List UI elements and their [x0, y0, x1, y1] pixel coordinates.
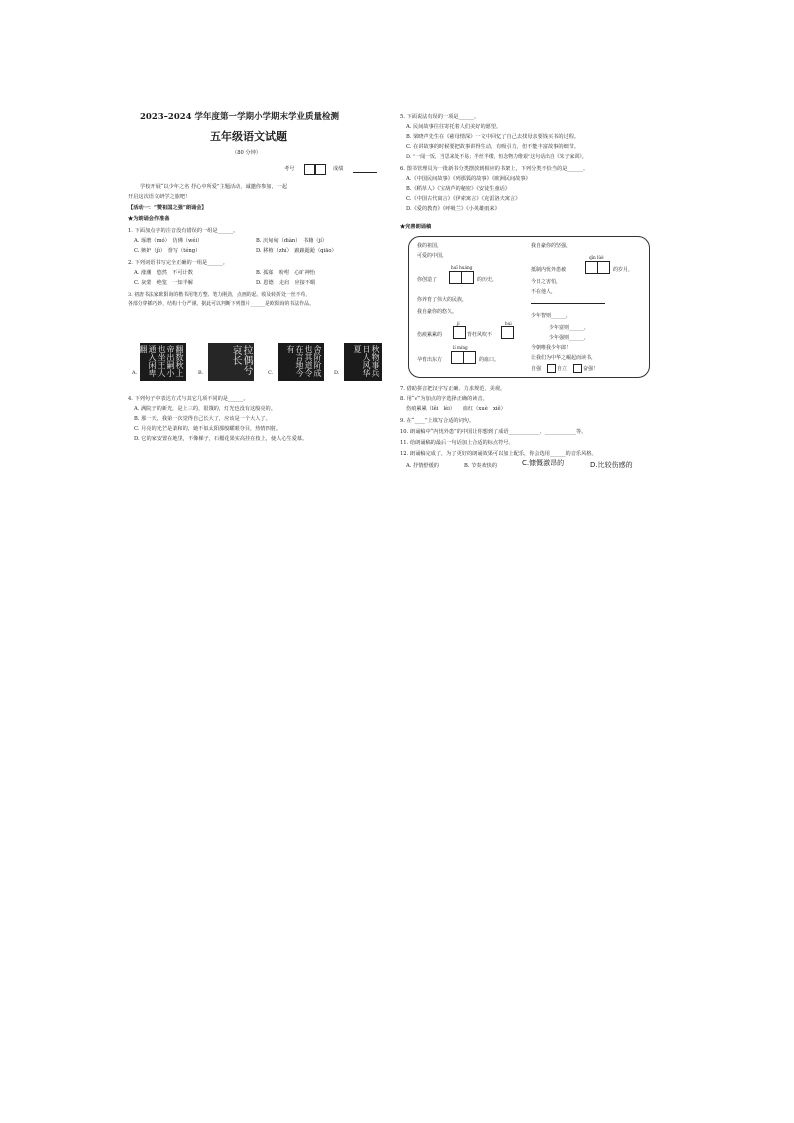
q4-option-d: D. 它的家安置在地里，不像梯子，石榴花果实高挂在枝上，使人心生爱慕。	[134, 436, 308, 442]
q1: 1. 下面加点字的注音没有错误的一组是______。	[128, 228, 239, 234]
number-box-1[interactable]	[304, 164, 315, 175]
poem-card	[408, 236, 650, 378]
intro-line-1: 学校开展“以少年之名 抒心中所爱”主题活动，诚邀你参加，一起	[140, 184, 288, 190]
calli-label-d: D.	[334, 370, 340, 376]
q5-option-c: C. 在讲故事的时候要把故事讲得生动，有吸引力，但不能丰富故事的细节。	[406, 144, 580, 150]
q4-option-c: C. 月亮的光芒是柔和的，她不似太阳那般耀眼夺目，热情四射。	[134, 426, 282, 432]
poem-line-6-pre: 伤痕累累的	[417, 332, 443, 338]
q4-option-a: A. 满院子的新光，是上三的，很饿的，灯光也没有这般亮的。	[134, 406, 276, 412]
q2-option-b: B. 孤寡 吩咐 心旷神怡	[256, 270, 315, 276]
q6-option-c: C.《中国古代寓言》《伊索寓言》《克雷洛夫寓言》	[406, 196, 521, 202]
poem-right-1: 我自豪你的坚强，	[531, 243, 572, 249]
calligraphy-a-strokes: 翻数秋上帝出嗣小也坐王人通入闲卑翻	[139, 345, 184, 377]
q6-option-b: B.《稻草人》《宝葫芦的秘密》《安徒生童话》	[406, 186, 511, 192]
q5: 5. 下面说法有误的一项是______。	[400, 114, 480, 120]
q12-option-c: C.慷慨激昂的	[522, 459, 565, 467]
q5-option-b: B. 梁晓声先生在《慈母情深》一文中回忆了自己去找母亲要钱买书的过程。	[406, 134, 580, 140]
calligraphy-b-strokes: 拉偶兮哀长	[230, 345, 252, 375]
poem-right-4: 不在他人，	[531, 289, 557, 295]
poem-right-10: 让我们为中华之崛起而读书，	[531, 355, 597, 361]
q2-option-d: D. 恩德 走肩 应接不暇	[256, 280, 316, 286]
q12-option-a: A. 抒情舒缓的	[406, 463, 439, 469]
q12-option-d: D.比较伤感的	[590, 461, 633, 469]
intro-line-2: 开启这次语文研学之旅吧！	[128, 194, 191, 200]
q1-option-a: A. 琢磨（mó） 仿佛（wéi）	[134, 238, 203, 244]
char-box-ji[interactable]	[453, 326, 466, 339]
poem-line-1: 我的祖国，	[417, 243, 443, 249]
q4: 4. 下列句子中表达方式与其它几项不同的是______。	[128, 396, 249, 402]
q5-option-d: D. “一闻一饭，当思来处不易；半丝半缕，恒念物力维艰”这句话出自《朱子家训》。	[406, 154, 587, 160]
poem-line-6-mid: 背枉风吹不	[467, 332, 493, 338]
score-field[interactable]	[353, 172, 377, 173]
pinyin-ji: jí	[457, 321, 460, 326]
number-label: 考号	[284, 166, 295, 172]
poem-right-11-c: 奋强！	[583, 366, 599, 372]
q5-option-a: A. 民间故事往往寄托着人们美好的愿望。	[406, 124, 502, 130]
poem-line-4: 你养育了伟大的民族，	[417, 297, 468, 303]
poem-right-8: 少年强则______，	[549, 335, 590, 341]
q6: 6. 图书管理员为一批新书分类摆放到相应的书架上，下列分类不恰当的是______。	[400, 166, 589, 172]
calligraphy-b-image[interactable]	[208, 343, 254, 381]
activity-1-heading: 【活动一：“赞祖国之强”朗诵会】	[128, 205, 207, 211]
q9: 9. 在“____”上填写合适的词句。	[400, 418, 475, 424]
punct-box-1[interactable]	[547, 364, 556, 373]
char-box-hui2[interactable]	[501, 326, 514, 339]
poem-right-3: 今日之害怕，	[531, 279, 562, 285]
number-box-2[interactable]	[315, 164, 326, 175]
poem-right-11-a: 自强	[531, 366, 542, 372]
calligraphy-a-image[interactable]	[140, 343, 186, 381]
q1-option-b: B. 沉甸甸（diàn） 书籍（jí）	[256, 238, 328, 244]
q6-option-a: A.《中国民间故事》《列那狐的故事》《欧洲民间故事》	[406, 176, 531, 182]
poem-right-7: 少年富则______，	[549, 325, 590, 331]
q10: 10. 朗诵稿中“内忧外患”的中国让你想到了成语____________、____________等。	[400, 429, 587, 435]
poem-line-2: 可爱的中国，	[417, 253, 448, 259]
section-prepare: ★为朗诵会作准备	[128, 216, 170, 222]
exam-duration: （80 分钟）	[232, 150, 261, 156]
calli-label-a: A.	[132, 370, 138, 376]
char-box-huang[interactable]	[461, 271, 474, 284]
poem-line-7-pre: 孕育出东方	[417, 357, 443, 363]
q3-line-2: 各部分穿插巧妙，结构十分严谨。据此可以判断下列图片______是欧阳询的书法作品。	[128, 301, 314, 307]
poem-line-7-post: 的血口。	[479, 357, 500, 363]
pinyin-qinlue: qīn lüè	[589, 255, 604, 260]
q1-option-c: C. 嫉妒（jì） 誊写（téng）	[134, 248, 201, 254]
punct-box-2[interactable]	[573, 364, 582, 373]
q2-option-c: C. 灰蒙 绝览 一知半解	[134, 280, 193, 286]
q4-option-b: B. 那一天，我第一次觉得自己长大了，应该是一个大人了。	[134, 416, 271, 422]
poem-blank-line[interactable]	[531, 303, 605, 304]
q12-option-b: B. 节奏欢快的	[464, 463, 498, 469]
q8: 8. 用“√”为加点的字选择正确的读音。	[400, 396, 488, 402]
poem-right-11-b: 自立	[557, 366, 568, 372]
q1-option-d: D. 移植（zhí） 踉踉跄跄（qiāo）	[256, 248, 337, 254]
poem-right-2-pre: 抵制内忧外患被	[531, 267, 567, 273]
q2: 2. 下列词语书写完全正确的一组是______。	[128, 260, 228, 266]
char-box-ming[interactable]	[463, 351, 476, 364]
exam-sheet	[128, 108, 656, 480]
pinyin-huihuang: huī huáng	[451, 265, 473, 270]
poem-right-2-post: 的岁月，	[613, 267, 634, 273]
poem-right-6: 少年智则______，	[531, 313, 572, 319]
poem-line-5: 我自豪你的悠久。	[417, 309, 458, 315]
calligraphy-c-strokes: 舍阶阶成也其道令在言地今有	[286, 345, 322, 377]
q8-options: 伤痕累累（lěi lèi） 血红（xuè xiě）	[406, 406, 506, 412]
q3-line-1: 3. 初唐书法家欧阳询的楷书用笔方整、笔力刚劲，点画的起、收及转折处一丝不苟，	[128, 292, 311, 298]
char-box-lue[interactable]	[597, 261, 610, 274]
calligraphy-d-image[interactable]	[344, 343, 382, 381]
pinyin-liming: lí míng	[453, 345, 468, 350]
exam-title: 2023–2024 学年度第一学期小学期末学业质量检测	[140, 112, 340, 122]
q11: 11. 给朗诵稿的最后一句话加上合适的标点符号。	[400, 440, 514, 446]
calligraphy-d-strokes: 秋物事兵日人风华夏	[353, 345, 380, 377]
poem-line-3-post: 的历史，	[477, 277, 498, 283]
q7: 7. 借助拼音把汉字写正确、力求规范、美观。	[400, 386, 506, 392]
calli-label-b: B.	[198, 370, 204, 376]
q2-option-a: A. 涨潮 悠然 不可计数	[134, 270, 193, 276]
q6-option-d: D.《爱的教育》《呼吸兰》《小英雄雨来》	[406, 206, 500, 212]
poem-right-9: 今朝唯我少年郎！	[531, 345, 572, 351]
poem-line-3-pre: 你创造了	[417, 277, 438, 283]
score-label: 成绩	[333, 166, 344, 172]
pinyin-hui: huì	[505, 321, 512, 326]
q12: 12. 朗诵稿完成了，为了更好的朗诵效果可以加上配乐，你会选用______的音乐风格。	[400, 451, 597, 457]
calli-label-c: C.	[268, 370, 274, 376]
exam-subtitle: 五年级语文试题	[210, 130, 287, 143]
calligraphy-c-image[interactable]	[278, 343, 324, 381]
section-poem: ★完善朗诵稿	[400, 224, 432, 230]
